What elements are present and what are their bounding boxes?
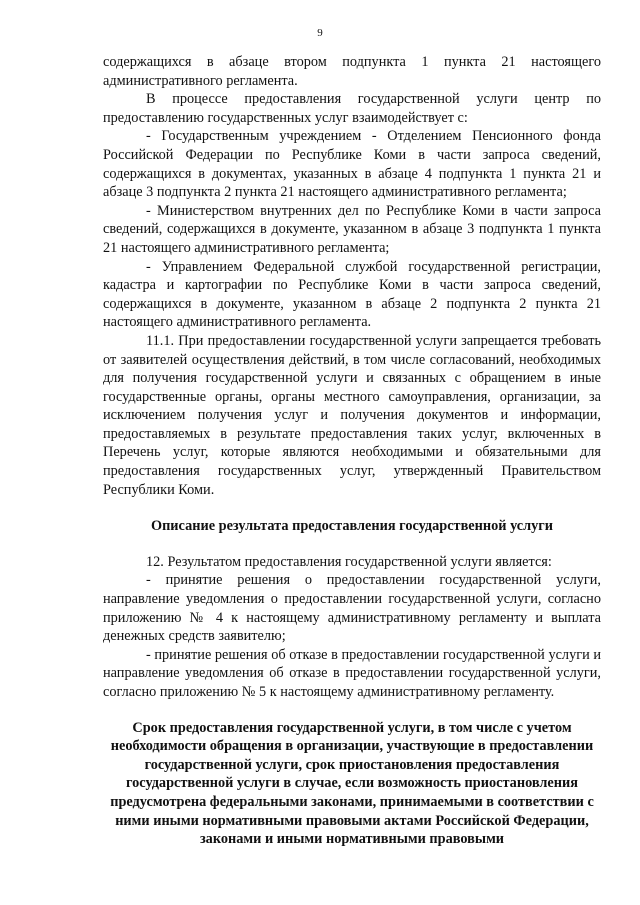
list-item-decision-refusal: - принятие решения об отказе в предоставлении государственной услуги и направление уведомления об отказе в предоставлении государственной услуги, согласно приложению № 5 к настоящему административному регламенту. bbox=[103, 646, 601, 700]
section-heading-term: Срок предоставления государственной услуги, в том числе с учетом необходимости обращения в организации, участвующие в предоставлении государственной услуги, срок приостановления предоставления государственной услуги в случае, если возможность приостановления предусмотрена федеральными законами, принимаемыми в соответствии с ними иными нормативными правовыми актами Российской Федерации, законами и иными нормативными правовыми bbox=[110, 719, 594, 848]
list-item-decision-grant: - принятие решения о предоставлении государственной услуги, направление уведомления о предоставлении государственной услуги, согласно приложению № 4 к настоящему административному регламенту и выплата денежных средств заявителю; bbox=[103, 572, 601, 645]
paragraph-interaction-intro: В процессе предоставления государственной услуги центр по предоставлению государственных услуг взаимодействует с: bbox=[103, 91, 601, 126]
list-item-pension-fund: - Государственным учреждением - Отделением Пенсионного фонда Российской Федерации по Республике Коми в части запроса сведений, содержащихся в документах, указанных в абзаце 4 подпункта 1 пункта 21 и абзаце 3 подпункта 2 пункта 21 настоящего административного регламента; bbox=[103, 128, 601, 201]
paragraph-12: 12. Результатом предоставления государственной услуги является: bbox=[146, 553, 552, 570]
paragraph-continuation: содержащихся в абзаце втором подпункта 1 пункта 21 настоящего административного регламента. bbox=[103, 54, 601, 89]
page-number: 9 bbox=[317, 27, 323, 39]
paragraph-11-1: 11.1. При предоставлении государственной услуги запрещается требовать от заявителей осуществления действий, в том числе согласований, необходимых для получения государственной услуги и связанных с обращением в иные государственные органы, органы местного самоуправления, организации, за исключением получения услуг и получения документов и информации, предоставляемых в результате предоставления таких услуг, включенных в Перечень услуг, которые являются необходимыми и обязательными для предоставления государственных услуг, утвержденный Правительством Республики Коми. bbox=[103, 332, 601, 498]
document-body bbox=[103, 53, 601, 849]
list-item-registration-service: - Управлением Федеральной службой государственной регистрации, кадастра и картографии по Республике Коми в части запроса сведений, содержащихся в документе, указанном в абзаце 2 подпункта 2 пункта 21 настоящего административного регламента. bbox=[103, 258, 601, 331]
list-item-ministry-interior: - Министерством внутренних дел по Республике Коми в части запроса сведений, содержащихся в документе, указанном в абзаце 3 подпункта 1 пункта 21 настоящего административного регламента; bbox=[103, 202, 601, 256]
section-heading-result: Описание результата предоставления государственной услуги bbox=[150, 518, 554, 535]
